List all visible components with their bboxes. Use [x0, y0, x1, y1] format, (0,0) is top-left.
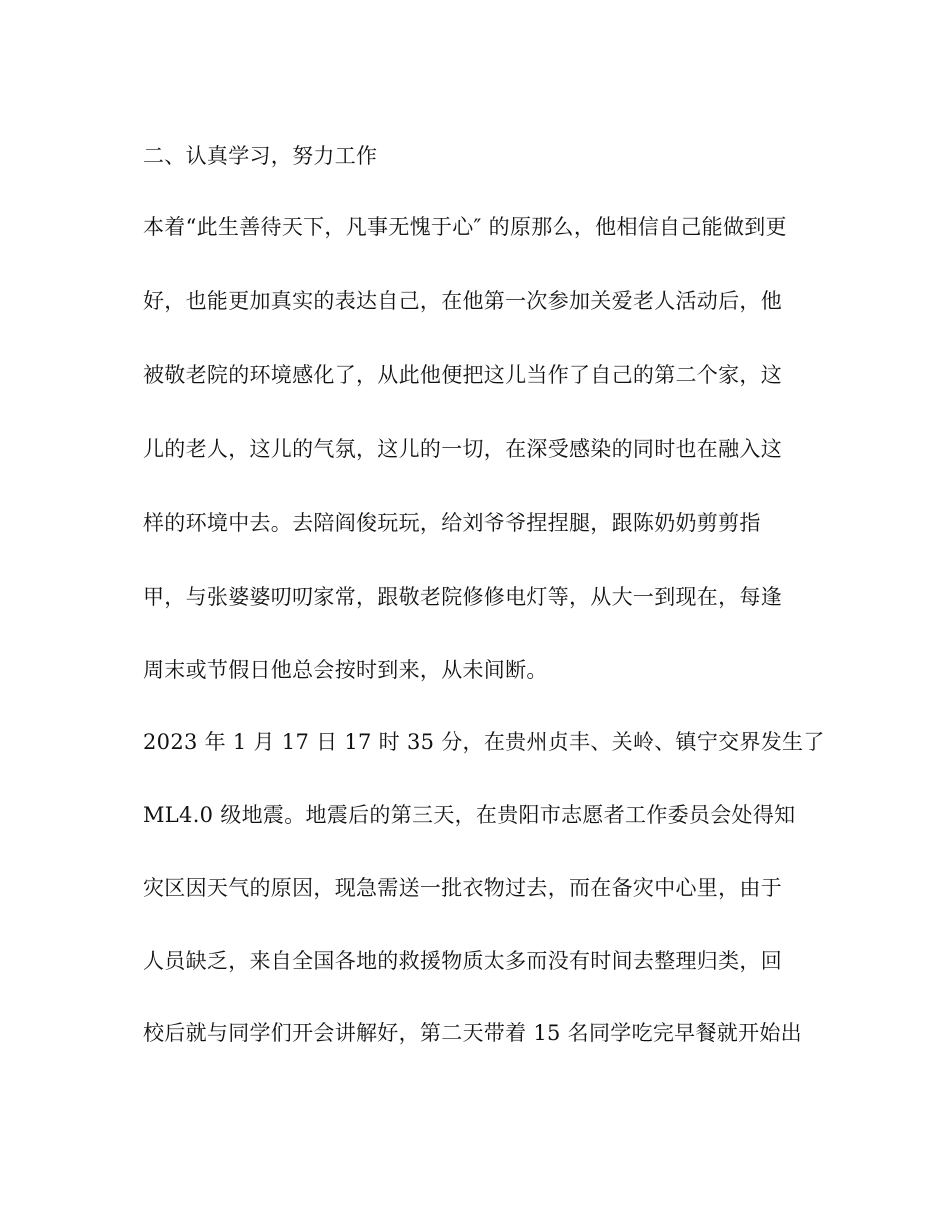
paragraph-line: 样的环境中去。去陪阎俊玩玩，给刘爷爷捏捏腿，跟陈奶奶剪剪指: [143, 511, 761, 535]
paragraph-line: 本着“此生善待天下，凡事无愧于心″ 的原那么，他相信自己能做到更: [143, 215, 787, 239]
paragraph-line: 儿的老人，这儿的气氛，这儿的一切，在深受感染的同时也在融入这: [143, 437, 782, 461]
paragraph-line: 2023 年 1 月 17 日 17 时 35 分，在贵州贞丰、关岭、镇宁交界发生了: [143, 730, 825, 754]
paragraph-line: 被敬老院的环境感化了，从此他便把这儿当作了自己的第二个家，这: [143, 363, 782, 387]
paragraph-line: 周末或节假日他总会按时到来，从未间断。: [143, 658, 548, 682]
paragraph-line: 甲，与张婆婆叨叨家常，跟敬老院修修电灯等，从大一到现在，每逢: [143, 585, 782, 609]
paragraph-line: 灾区因天气的原因，现急需送一批衣物过去，而在备灾中心里，由于: [143, 876, 782, 900]
paragraph-line: 人员缺乏，来自全国各地的救援物质太多而没有时间去整理归类，回: [143, 949, 782, 973]
paragraph-line: ML4.0 级地震。地震后的第三天，在贵阳市志愿者工作委员会处得知: [143, 803, 796, 827]
paragraph-line: 好，也能更加真实的表达自己，在他第一次参加关爱老人活动后，他: [143, 289, 782, 313]
section-heading: 二、认真学习，努力工作: [143, 144, 378, 168]
paragraph-line: 校后就与同学们开会讲解好，第二天带着 15 名同学吃完早餐就开始出: [143, 1021, 802, 1045]
